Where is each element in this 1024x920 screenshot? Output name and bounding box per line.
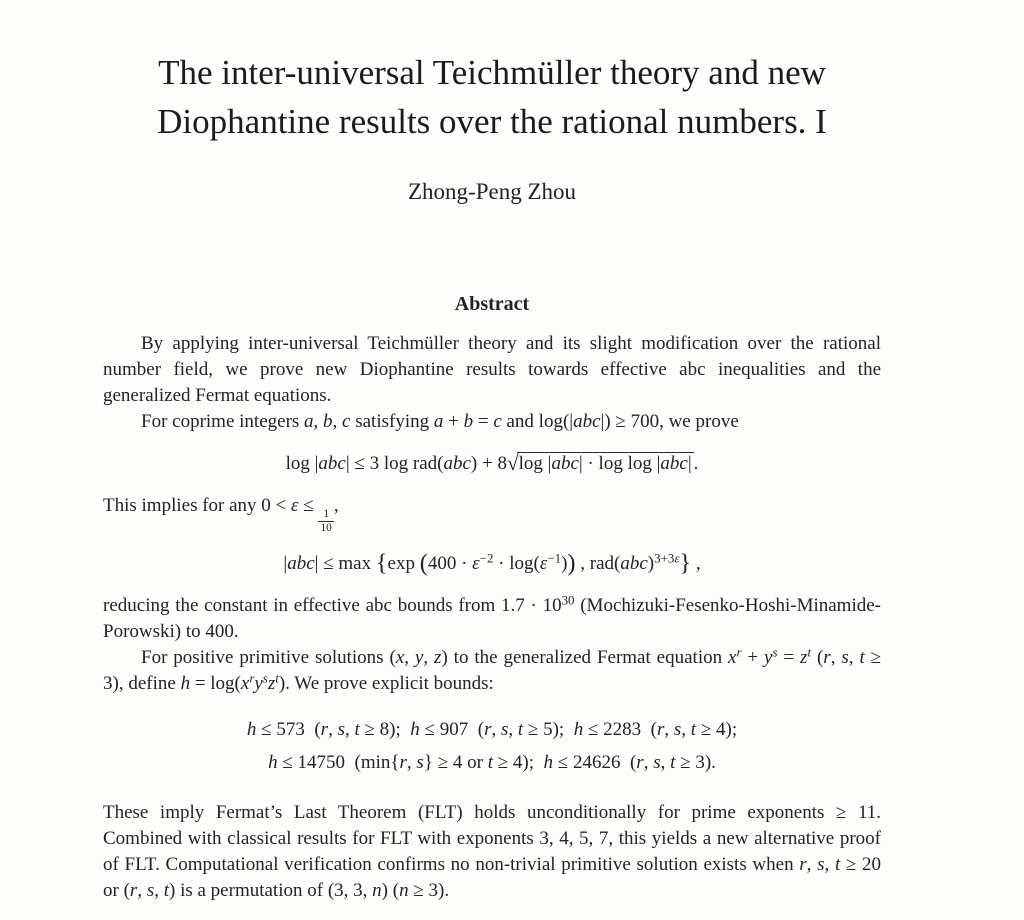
h-bounds-line-2: h ≤ 14750 (min{r, s} ≥ 4 or t ≥ 4); h ≤ 24626 (r, s, t ≥ 3). [268,752,716,774]
display-h-bounds [103,713,881,779]
abstract-paragraph-fermat: For positive primitive solutions (x, y, z) to the generalized Fermat equation $x^r + y^s = z^t$ (r, s, t ≥ 3), define $h = \log(x^ry^sz^t)$. We prove explicit bounds: [103,645,882,695]
abstract-paragraph-epsilon: This implies for any 0 < ε ≤ $\frac{1}{10}$ , [103,495,339,535]
paper-content-column [103,0,881,904]
display-abc-max-bound: |abc| ≤ max {exp $(400 \cdot \varepsilon^{-2} \cdot \log(\varepsilon^{-1}))$ , rad(abc)$^{3+3\varepsilon}$} , [283,549,701,577]
author-name: Zhong-Peng Zhou [407,179,576,204]
display-abc-inequality: log |abc| ≤ 3 log rad(abc) + 8√log |abc| · log log |abc| . [285,451,699,475]
abstract-heading: Abstract [454,293,530,315]
paper-title [103,0,881,146]
abstract-paragraph-intro: By applying inter-universal Teichmüller theory and its slight modification over the rational number field, we prove new Diophantine results towards effective abc inequalities and the generalized Fermat equations. [103,333,881,406]
abstract-paragraph-coprime: For coprime integers a, b, c satisfying a + b = c and log(|abc|) ≥ 700, we prove [141,411,739,432]
title-line-1: The inter-universal Teichmüller theory and new [158,53,826,92]
title-line-2: Diophantine results over the rational numbers. I [157,102,827,141]
abstract-paragraph-constant: reducing the constant in effective abc bounds from $1.7 \cdot 10^{30}$ (Mochizuki-Fesenko-Hoshi-Minamide-Porowski) to 400. [103,593,881,643]
h-bounds-line-1: h ≤ 573 (r, s, t ≥ 8); h ≤ 907 (r, s, t ≥ 5); h ≤ 2283 (r, s, t ≥ 4); [246,719,738,741]
abstract-paragraph-flt-conclusion: These imply Fermat’s Last Theorem (FLT) holds unconditionally for prime exponents ≥ 11. Combined with classical results for FLT with exponents 3, 4, 5, 7, this yields a new alternative proof of FLT. Computational verification confirms no non-trivial primitive solution exists when r, s, t ≥ 20 or (r, s, t) is a permutation of (3, 3, n) (n ≥ 3). [103,802,882,902]
abstract-body [103,331,881,904]
